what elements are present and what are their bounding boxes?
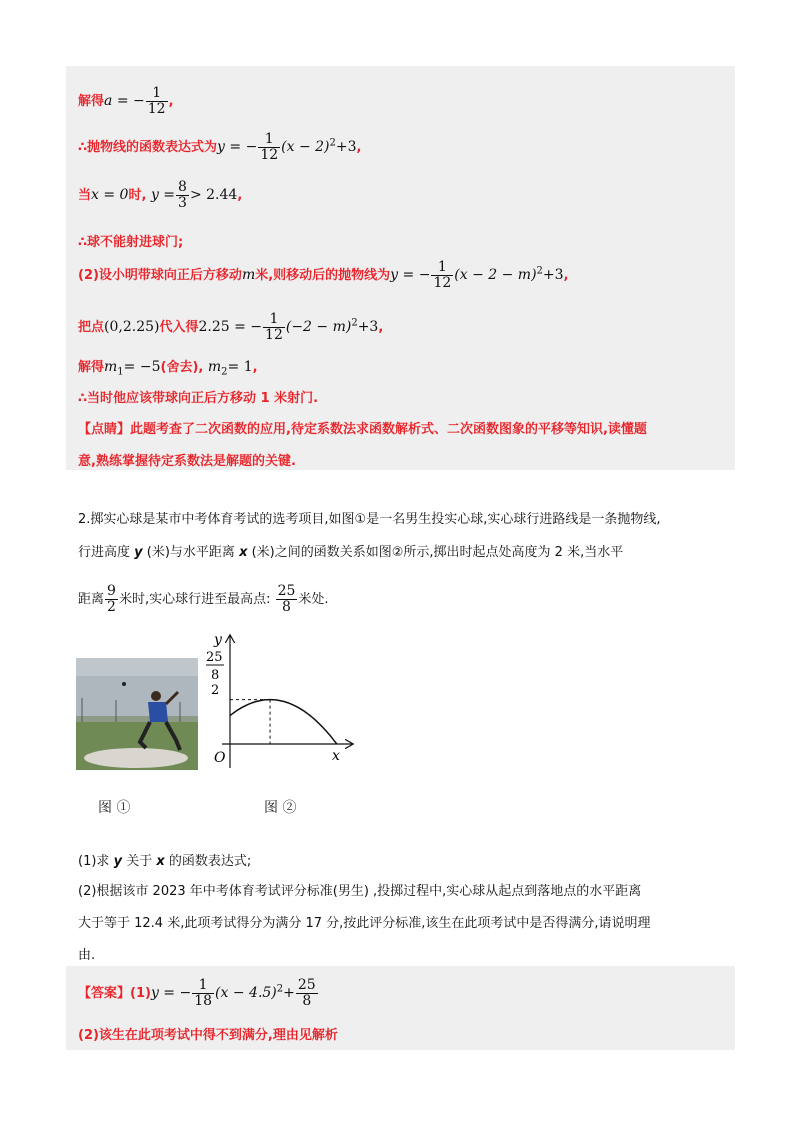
- solution-line-5: (2)设小明带球向正后方移动m米,则移动后的抛物线为y = − $\frac{1}{12}$ $(x - 2 - m)^2+3$,: [78, 259, 569, 291]
- question-paragraph-2: 行进高度 y (米)与水平距离 x (米)之间的函数关系如图②所示,掷出时起点处高度为 2 米,当水平: [78, 545, 624, 560]
- figure-1-photo: [76, 658, 198, 770]
- sub-question-2-line-2: 大于等于 12.4 米,此项考试得分为满分 17 分,按此评分标准,该生在此项考试中是否得满分,请说明理: [78, 916, 651, 931]
- y-peak-label-den: 8: [211, 668, 220, 683]
- y-axis-label: y: [214, 632, 222, 648]
- solution-line-8: ∴当时他应该带球向正后方移动 1 米射门.: [78, 391, 319, 406]
- solution-line-2: ∴抛物线的函数表达式为y = − $\frac{1}{12}$ $(x - 2)^2+3$,: [78, 131, 362, 163]
- figure-2-caption: 图 ②: [264, 800, 297, 816]
- solution-line-6: 把点(0,2.25)代入得2.25 = − $\frac{1}{12}$ $(-2 - m)^2+3$,: [78, 311, 384, 343]
- figure-1-caption: 图 ①: [98, 800, 131, 816]
- figure-2-graph: [200, 628, 360, 778]
- solution-comment-2: 意,熟练掌握待定系数法是解题的关键.: [78, 454, 296, 469]
- solution-line-3: 当x = 0时, y = $\frac{8}{3}$ > 2.44,: [78, 179, 243, 211]
- sub-question-1: (1)求 y 关于 x 的函数表达式;: [78, 854, 252, 869]
- y-start-label: 2: [211, 683, 220, 698]
- y-peak-label-num: 25: [206, 650, 223, 665]
- x-axis-label: x: [332, 748, 340, 764]
- solution-line-7: 解得$m_1= -5$(舍去), $m_2= 1$,: [78, 359, 258, 378]
- solution-line-4: ∴球不能射进球门;: [78, 235, 184, 250]
- shot-ball-icon: [122, 682, 126, 686]
- solution-comment-1: 【点睛】此题考查了二次函数的应用,待定系数法求函数解析式、二次函数图象的平移等知识,读懂题: [78, 422, 647, 437]
- question-paragraph-1: 2.掷实心球是某市中考体育考试的选考项目,如图①是一名男生投实心球,实心球行进路线是一条抛物线,: [78, 512, 661, 527]
- origin-label: O: [214, 750, 226, 766]
- parabola-curve: [230, 700, 337, 744]
- sub-question-2-line-3: 由.: [78, 948, 96, 963]
- answer-line-1: 【答案】(1)y = − $\frac{1}{18}$ $(x - 4.5)^2+$ $\frac{25}{8}$: [78, 977, 316, 1009]
- sub-question-2-line-1: (2)根据该市 2023 年中考体育考试评分标准(男生) ,投掷过程中,实心球从起点到落地点的水平距离: [78, 884, 642, 899]
- question-paragraph-3: 距离 $\frac{9}{2}$ 米时,实心球行进至最高点: $\frac{25}{8}$ 米处.: [78, 583, 329, 615]
- solution-line-1: 解得a = − $\frac{1}{12}$ ,: [78, 85, 174, 117]
- answer-line-2: (2)该生在此项考试中得不到满分,理由见解析: [78, 1028, 338, 1043]
